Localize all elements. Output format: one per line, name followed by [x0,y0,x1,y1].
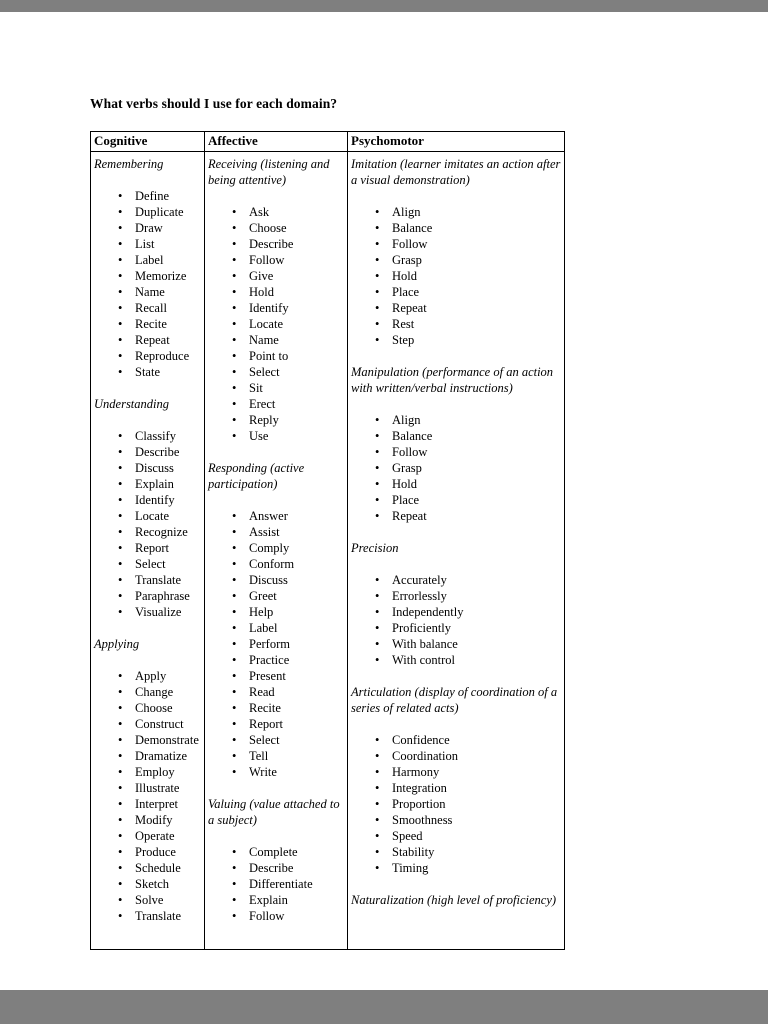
verb-item: • Recall [93,300,202,316]
verb-item: • Step [350,332,562,348]
verb-list [350,732,562,876]
verb-item: • Sketch [93,876,202,892]
verb-item: • Grasp [350,460,562,476]
verb-item: • Explain [93,476,202,492]
verb-item: • Smoothness [350,812,562,828]
verb-item: • Choose [207,220,345,236]
verb-item: • Perform [207,636,345,652]
table-body-row [91,152,565,950]
verb-item: • Differentiate [207,876,345,892]
section-heading: Applying [94,637,140,651]
column-header-affective: Affective [205,132,348,152]
verb-item: • Balance [350,220,562,236]
verb-item: • Give [207,268,345,284]
verb-list [350,572,562,668]
verbs-table [90,131,565,950]
verb-item: • Classify [93,428,202,444]
verb-item: • Solve [93,892,202,908]
verb-item: • Draw [93,220,202,236]
verb-item: • Select [93,556,202,572]
verb-item: • Accurately [350,572,562,588]
verb-item: • Construct [93,716,202,732]
verb-item: • Change [93,684,202,700]
verb-item: • Follow [207,908,345,924]
verb-item: • Describe [207,860,345,876]
verb-item: • Select [207,732,345,748]
verb-item: • Comply [207,540,345,556]
verb-list [350,412,562,524]
section-heading: Naturalization (high level of proficiency) [351,893,557,907]
verb-item: • Recite [93,316,202,332]
verb-item: • Reply [207,412,345,428]
verb-item: • Label [207,620,345,636]
verb-item: • With balance [350,636,562,652]
verb-item: • Visualize [93,604,202,620]
verb-item: • Describe [93,444,202,460]
verb-item: • Hold [350,268,562,284]
verb-item: • Tell [207,748,345,764]
section-heading: Precision [351,541,399,555]
verb-item: • Help [207,604,345,620]
verb-item: • Identify [207,300,345,316]
verb-item: • Read [207,684,345,700]
verb-item: • Explain [207,892,345,908]
verb-item: • Translate [93,908,202,924]
verb-item: • Hold [350,476,562,492]
section-heading: Valuing (value attached to a subject) [208,797,340,827]
verb-item: • Practice [207,652,345,668]
verb-item: • Align [350,412,562,428]
verb-item: • Sit [207,380,345,396]
verb-item: • Ask [207,204,345,220]
verb-item: • Modify [93,812,202,828]
verb-item: • Describe [207,236,345,252]
verb-item: • Proportion [350,796,562,812]
verb-item: • Follow [350,444,562,460]
verb-item: • Name [207,332,345,348]
page-title: What verbs should I use for each domain? [90,96,338,111]
verb-item: • Present [207,668,345,684]
verb-list [93,668,202,924]
column-affective [205,152,348,950]
verb-item: • Errorlessly [350,588,562,604]
section-heading: Imitation (learner imitates an action after a visual demonstration) [351,157,561,187]
verb-item: • Apply [93,668,202,684]
verb-item: • Align [350,204,562,220]
verb-item: • Paraphrase [93,588,202,604]
verb-item: • Recite [207,700,345,716]
verb-item: • Complete [207,844,345,860]
verb-item: • Interpret [93,796,202,812]
verb-item: • Place [350,284,562,300]
verb-item: • Locate [207,316,345,332]
verb-item: • Write [207,764,345,780]
verb-item: • Discuss [207,572,345,588]
verb-list [93,428,202,620]
verb-item: • Schedule [93,860,202,876]
verb-item: • Reproduce [93,348,202,364]
verb-list [207,844,345,924]
verb-item: • Translate [93,572,202,588]
verb-item: • Repeat [350,508,562,524]
verb-item: • Duplicate [93,204,202,220]
verb-item: • Name [93,284,202,300]
verb-item: • Recognize [93,524,202,540]
verb-item: • Grasp [350,252,562,268]
column-psychomotor [348,152,565,950]
verb-list [207,508,345,780]
verb-item: • Repeat [350,300,562,316]
verb-item: • Confidence [350,732,562,748]
section-heading: Responding (active participation) [208,461,305,491]
verb-item: • Locate [93,508,202,524]
verb-item: • Illustrate [93,780,202,796]
verb-item: • Memorize [93,268,202,284]
verb-item: • Follow [350,236,562,252]
document-page [0,12,768,990]
verb-item: • Erect [207,396,345,412]
verb-item: • Use [207,428,345,444]
verb-item: • Employ [93,764,202,780]
verb-item: • Select [207,364,345,380]
verb-item: • Greet [207,588,345,604]
verb-item: • Choose [93,700,202,716]
section-heading: Receiving (listening and being attentive) [208,157,330,187]
column-header-cognitive: Cognitive [91,132,205,152]
verb-item: • Label [93,252,202,268]
verb-list [350,204,562,348]
verb-item: • Rest [350,316,562,332]
section-heading: Remembering [94,157,164,171]
column-cognitive [91,152,205,950]
section-heading: Articulation (display of coordination of a series of related acts) [351,685,558,715]
verb-item: • Coordination [350,748,562,764]
verb-item: • Harmony [350,764,562,780]
verb-item: • Proficiently [350,620,562,636]
table-header-row [91,132,565,152]
verb-item: • Discuss [93,460,202,476]
verb-item: • With control [350,652,562,668]
verb-item: • Stability [350,844,562,860]
verb-item: • Hold [207,284,345,300]
verb-item: • Point to [207,348,345,364]
verb-item: • Balance [350,428,562,444]
verb-item: • Define [93,188,202,204]
verb-item: • Integration [350,780,562,796]
verb-item: • Follow [207,252,345,268]
verb-list [93,188,202,380]
verb-item: • Identify [93,492,202,508]
verb-item: • Demonstrate [93,732,202,748]
verb-item: • List [93,236,202,252]
verb-item: • Report [207,716,345,732]
column-header-psychomotor: Psychomotor [348,132,565,152]
verb-item: • Operate [93,828,202,844]
verb-item: • Dramatize [93,748,202,764]
verb-item: • Answer [207,508,345,524]
verb-item: • Repeat [93,332,202,348]
verb-item: • Independently [350,604,562,620]
verb-list [207,204,345,444]
verb-item: • Conform [207,556,345,572]
section-heading: Understanding [94,397,169,411]
verb-item: • State [93,364,202,380]
verb-item: • Produce [93,844,202,860]
verb-item: • Place [350,492,562,508]
verb-item: • Report [93,540,202,556]
section-heading: Manipulation (performance of an action with written/verbal instructions) [351,365,554,395]
verb-item: • Timing [350,860,562,876]
verb-item: • Assist [207,524,345,540]
verb-item: • Speed [350,828,562,844]
